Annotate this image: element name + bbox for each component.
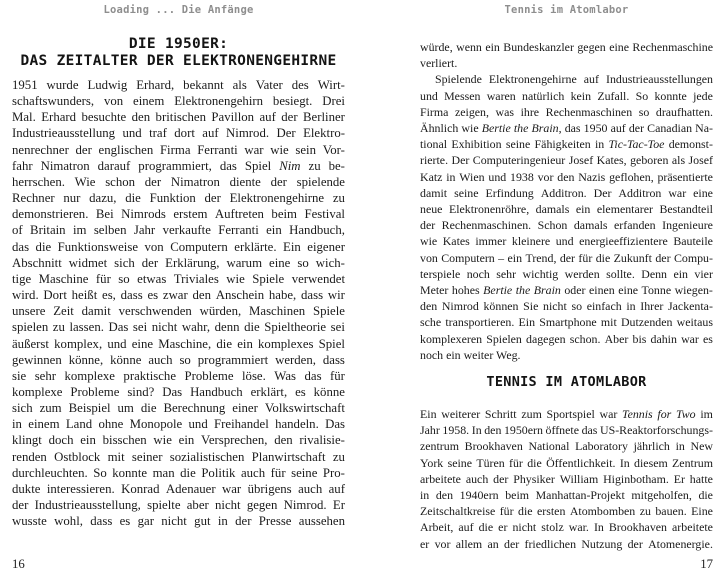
body-line: von Computern – ein Trend, der für die Zukunft der Compu- [420, 250, 713, 265]
body-line: wusste wohl, dass es gar nicht gut in der Presse aussehen [12, 514, 345, 529]
body-line: noch ein weiter Weg. [420, 347, 521, 362]
body-line: 1951 wurde Ludwig Erhard, bekannt als Vater des Wirt- [12, 78, 345, 92]
body-line: nenrechner der englischen Firma Ferranti war wie sein Vor- [12, 142, 345, 157]
body-line: herrschen. Wie schon der Nimatron diente der spielende [12, 174, 345, 189]
body-line: Katz in Wien und 1938 vor den Nazis geflohen, präsentierte [420, 169, 713, 184]
body-line: demonstrieren. Bei Nimrods erstem Auftreten beim Festival [12, 207, 345, 222]
section-heading: TENNIS IM ATOMLABOR [486, 374, 647, 390]
body-line: das die Funktionsweise von Computern erklärte. Ein eigener [12, 239, 345, 254]
body-line: York seine Türen für die Öffentlichkeit. In diesem Zentrum [420, 455, 713, 470]
body-line: klingt doch ein bisschen wie ein Versprechen, den rivalisie- [12, 433, 345, 448]
body-line: terspiele noch sehr wichtig werden sollte. Denn ein vier [420, 266, 713, 281]
chapter-title [12, 36, 345, 70]
body-line: Meter hohes Bertie the Brain oder einen eine Tonne wiegen- [420, 283, 713, 298]
body-line: in den 1940ern beim Manhattan-Projekt mitgeholfen, die [420, 488, 713, 503]
body-line: Rechner nur dazu, die Funktion der Elektronengehirne zu [12, 191, 345, 206]
page-number-right: 17 [700, 557, 713, 571]
body-line: würde, wenn ein Bundeskanzler gegen eine Rechenmaschine [420, 40, 713, 54]
body-line: der Industrieausstellung, spielte aber nicht gegen Nimrod. Er [12, 498, 345, 513]
body-line: sie sehr komplexe praktische Probleme löse. Was das für [12, 368, 345, 383]
body-line: sich zum Beispiel um die Berechnung einer Volkswirtschaft [12, 401, 345, 416]
chapter-title-line2: DAS ZEITALTER DER ELEKTRONENGEHIRNE [20, 53, 337, 69]
body-line: verliert. [420, 56, 458, 71]
body-line: damit seine Erfindung Additron. Der Additron war eine [420, 185, 713, 200]
body-line: der Rechenmaschinen. Schon damals erfanden Ingenieure [420, 218, 713, 233]
body-line: er vor allem an der friedlichen Nutzung der Atomenergie. [420, 536, 713, 551]
body-line: sche transportieren. Ein Smartphone mit Dutzenden weitaus [420, 315, 713, 330]
body-line: arbeitete auch der Physiker William Higinbotham. Er hatte [420, 471, 713, 486]
body-line: wird. Dort heißt es, dass es zwar den Anschein habe, dass wir [12, 288, 345, 303]
body-line: rierte. Der Computeringenieur Josef Kates, geboren als Josef [420, 153, 713, 168]
body-line: Mal. Erhard besuchte den britischen Pavillon auf der Berliner [12, 110, 345, 125]
right-page [420, 0, 713, 575]
right-page-body-top [420, 39, 713, 363]
body-line: Arbeit, auf die er nicht stolz war. In Brookhaven arbeitete [420, 520, 713, 535]
body-line: renden Ostblock mit seiner sozialistischen Planwirtschaft zu [12, 449, 345, 464]
body-line: zentrum Brookhaven National Laboratory jährlich in New [420, 439, 713, 454]
body-line: Ähnlich wie Bertie the Brain, das 1950 auf der Canadian Na- [420, 121, 713, 136]
right-page-body-bottom [420, 406, 713, 552]
running-header-left: Loading ... Die Anfänge [103, 4, 254, 16]
body-line: Ein weiterer Schritt zum Sportspiel war Tennis for Two im [420, 407, 713, 421]
body-line: schaftswunders, von einem Elektronengehirn besiegt. Drei [12, 94, 345, 109]
chapter-title-line1: DIE 1950ER: [128, 36, 229, 52]
body-line: spielen zu lassen. Das sei nicht wahr, denn die Spieltheorie sei [12, 320, 345, 335]
running-header-right: Tennis im Atomlabor [504, 4, 629, 16]
body-line: in einem Land ohne Monopole und Freihandel handeln. Das [12, 417, 345, 432]
body-line: und Messen waren natürlich kein Zufall. So konnte jede [420, 88, 713, 103]
body-line: fahr Nimatron darauf programmiert, das Spiel Nim zu be- [12, 158, 345, 173]
body-line: komplexe Probleme sind? Das Handbuch erklärt, es könne [12, 384, 345, 399]
left-page [12, 0, 345, 575]
body-line: wie Kates immer kleinere und energieeffizientere Bauteile [420, 234, 713, 249]
body-line: unsere Zeit damit verschwenden würden, Maschinen Spiele [12, 304, 345, 319]
body-line: äußerst komplex, und eine Maschine, die ein komplexes Spiel [12, 336, 345, 351]
body-line: Zeitschaltkreise für die ersten Atombomben zu bauen. Eine [420, 504, 713, 519]
body-line: neue Elektronenröhre, damals ein elementarer Bestandteil [420, 202, 713, 217]
body-line: komplexeren Spielen dagegen schon. Aber bis dahin war es [420, 331, 713, 346]
body-line: Jahr 1958. In den 1950ern öffnete das US-Reaktorforschungs- [420, 423, 713, 438]
body-line: dukte interessieren. Konrad Adenauer war übrigens auch auf [12, 481, 345, 496]
body-line: Abschnitt widmet sich der Erklärung, warum eine so wich- [12, 255, 345, 270]
page-number-left: 16 [12, 557, 25, 571]
body-line: durchleuchten. So konnte man die Politik auch für seine Pro- [12, 465, 345, 480]
body-line: tional Exhibition seine Fähigkeiten in Tic-Tac-Toe demonst- [420, 137, 713, 152]
body-line: Industrieausstellung und traf dort auf Nimrod. Der Elektro- [12, 126, 345, 141]
body-line: of Britain im selben Jahr verkaufte Ferranti ein Handbuch, [12, 223, 345, 238]
body-line: gewinnen könne, könne auch so programmiert werden, dass [12, 352, 345, 367]
left-page-body [12, 77, 345, 529]
body-line: den Nimrod können Sie nicht so einfach in Ihrer Jackenta- [420, 299, 713, 314]
body-line: tige Maschine für so etwas Triviales wie Spiele verwendet [12, 271, 345, 286]
body-line: Spielende Elektronengehirne auf Industrieausstellungen [435, 72, 713, 87]
body-line: Firma zeigen, was ihre Rechenmaschinen so draufhatten. [420, 104, 713, 119]
